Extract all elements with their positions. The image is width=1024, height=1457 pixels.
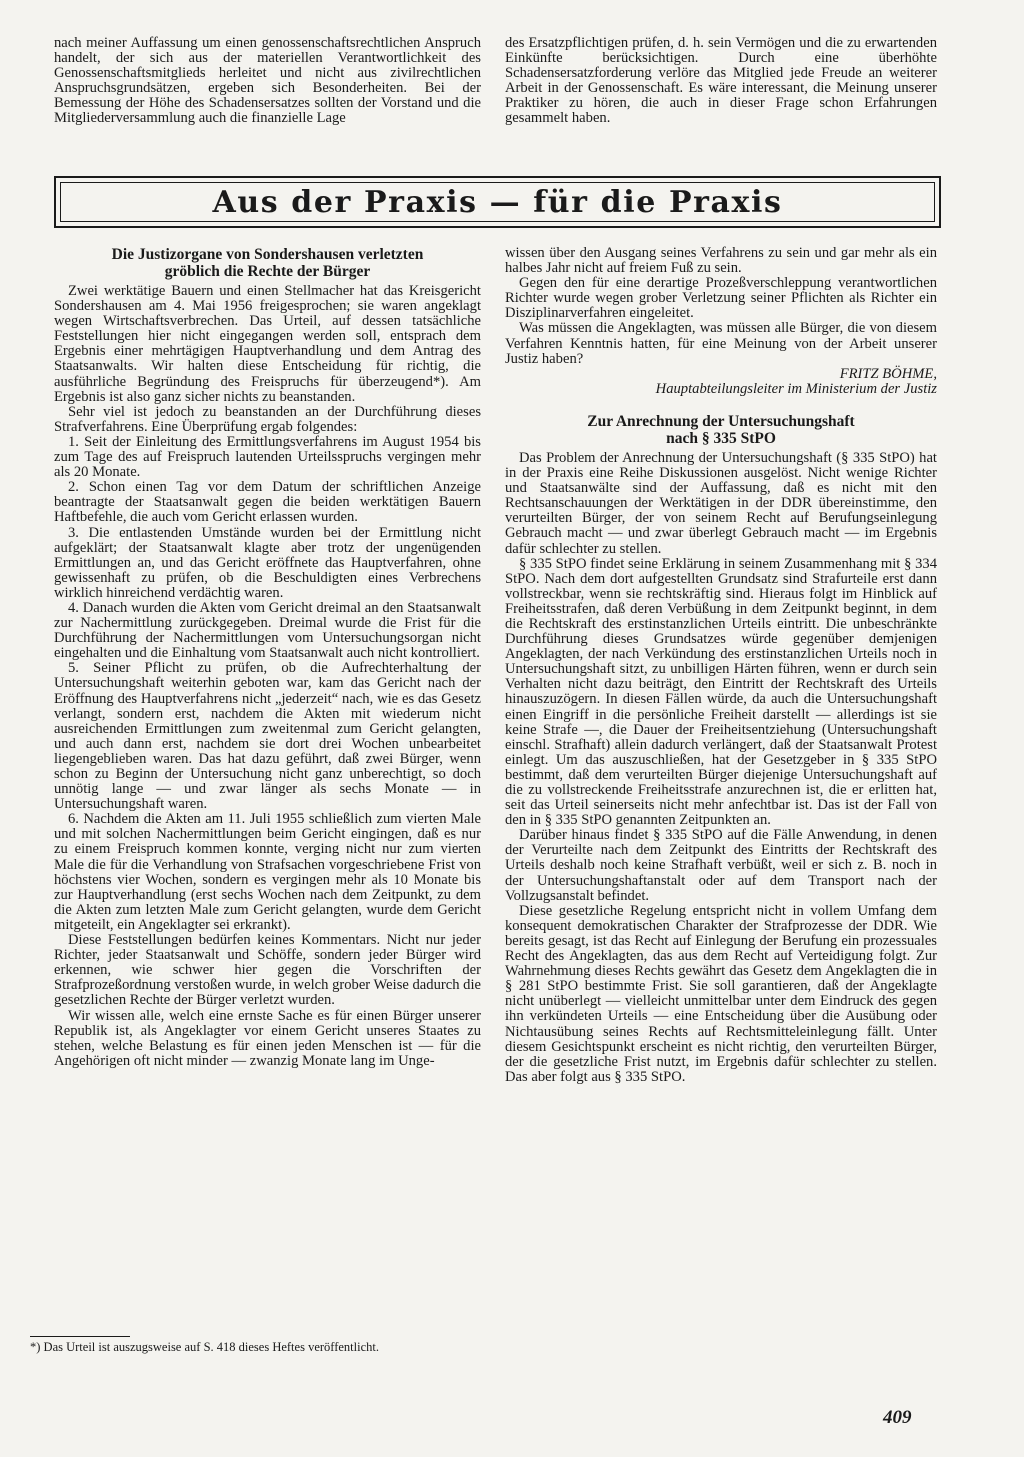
paragraph: nach meiner Auffassung um einen genossenschaftsrechtlichen Anspruch handelt, der sich aus der materiellen Verantwortlichkeit des Genossenschaftsmitglieds herleitet und nicht aus zivilrechtlichen Anspruchsgrundsätzen, ergeben sich Besonderheiten. Bei der Bemessung der Höhe des Schadensersatzes sollten der Vorstand und die Mitgliederversammlung auch die finanzielle Lage [54,35,481,127]
paragraph: Diese gesetzliche Regelung entspricht nicht in vollem Umfang dem konsequent demokratischen Charakter der Strafprozesse der DDR. Wie bereits gesagt, ist das Recht auf Einlegung der Berufung ein prozessuales Recht des Angeklagten, das aus dem Recht auf Verteidigung folgt. Zur Wahrnehmung dieses Rechts gewährt das Gesetz dem Angeklagten die in § 281 StPO bestimmte Frist. Sie soll garantieren, daß der Angeklagte nicht unüberlegt — vielleicht unmittelbar unter dem Eindruck des gegen ihn verkündeten Urteils — eine Entscheidung über die Ausübung oder Nichtausübung seines Rechts auf Rechtsmitteleinlegung fällt. Unter diesem Gesichtspunkt erscheint es nicht richtig, den verurteilten Bürger, der die gesetzliche Frist nutzt, im Ergebnis dafür schlechter zu stellen. Das aber folgt aus § 335 StPO. [505,902,937,1085]
paragraph: Das Problem der Anrechnung der Untersuchungshaft (§ 335 StPO) hat in der Praxis eine Reihe Diskussionen ausgelöst. Nicht wenige Richter und Staatsanwälte sind der Auffassung, daß es nicht mit den Rechtsanschauungen der Werktätigen in der DDR übereinstimme, den verurteilten Bürger, der von seinem Recht auf Berufungseinlegung Gebrauch macht — und zwar überlegt Gebrauch macht — im Ergebnis dafür schlechter zu stellen. [505,449,937,557]
right-column [505,246,937,1085]
section-title: Aus der Praxis — für die Praxis [212,184,783,220]
article1-left-column [54,246,481,1069]
article1-title-line2: gröblich die Rechte der Bürger [164,263,371,280]
article2-title-line1: Zur Anrechnung der Untersuchungshaft [587,412,855,430]
paragraph: 5. Seiner Pflicht zu prüfen, ob die Aufrechterhaltung der Untersuchungshaft weiterhin geboten war, kam das Gericht nach der Eröffnung des Hauptverfahrens nicht „jederzeit“ nach, wie es das Gesetz verlangt, sondern erst, nachdem die Akten mit wiederum nicht ausreichenden Ermittlungen zum zweitenmal zum Gericht gelangten, und auch dann erst, nachdem sie dort drei Wochen unbearbeitet liegengeblieben waren. Das hat dazu geführt, daß zwei Bürger, wenn schon zu Beginn der Untersuchung nicht ganz unberechtigt, so doch unnötig lange — und zwar länger als sechs Monate — in Untersuchungshaft waren. [54,660,481,813]
paragraph: 6. Nachdem die Akten am 11. Juli 1955 schließlich zum vierten Male und mit solchen Nachermittlungen beim Gericht eingingen, daß es nur zu einem Freispruch kommen konnte, verging nicht nur zum vierten Male die für die Verhandlung von Strafsachen vorgeschriebene Frist von höchstens vier Wochen, sondern es vergingen mehr als 10 Monate bis zur Hauptverhandlung (erst sechs Wochen nach dem Zeitpunkt, zu dem die Akten zum letzten Male zum Gericht gelangten, wurde dem Gericht mitgeteilt, ein Angeklagter sei erkrankt). [54,811,481,933]
paragraph: wissen über den Ausgang seines Verfahrens zu sein und gar mehr als ein halbes Jahr nicht auf freiem Fuß zu sein. [505,245,937,277]
paragraph: 4. Danach wurden die Akten vom Gericht dreimal an den Staatsanwalt zur Nachermittlung zurückgegeben. Dreimal wurde die Frist für die Durchführung der Nachermittlungen vom Untersuchungsorgan nicht eingehalten und die Einhaltung vom Staatsanwalt auch nicht kontrolliert. [54,599,481,662]
paragraph: § 335 StPO findet seine Erklärung in seinem Zusammenhang mit § 334 StPO. Nach dem dort aufgestellten Grundsatz sind Strafurteile erst dann vollstreckbar, wenn sie rechtskräftig sind. Hieraus folgt im Hinblick auf Freiheitsstrafen, daß deren Verbüßung in dem Zeitpunkt beginnt, in dem die Rechtskraft des erstinstanzlichen Urteils eintritt. Die unbeschränkte Durchführung dieses Grundsatzes würde gegenüber demjenigen Angeklagten, der nach Verkündung des erstinstanzlichen Urteils noch in Untersuchungshaft sitzt, zu unbilligen Härten führen, wenn er durch sein Verhalten nicht dazu beiträgt, den Eintritt der Rechtskraft des Urteils hinauszuzögern. In diesen Fällen würde, da auch die Untersuchungshaft einen Eingriff in die persönliche Freiheit darstellt — allerdings ist sie keine Strafe —, die Dauer der Freiheitsentziehung (Untersuchungshaft einschl. Strafhaft) allein dadurch verlängert, daß der Staatsanwalt Protest einlegt. Um das auszuschließen, hat der Gesetzgeber in § 335 StPO bestimmt, daß dem verurteilten Bürger diejenige Untersuchungshaft auf die zu vollstreckende Freiheitsstrafe anzurechnen ist, die er erlitten hat, seit das Urteil seinerseits nicht mehr anfechtbar ist. Das ist der Fall von den in § 335 StPO genannten Zeitpunkten an. [505,555,937,829]
paragraph: Gegen den für eine derartige Prozeßverschleppung verantwortlichen Richter wurde wegen grober Verletzung seiner Pflichten als Richter ein Disziplinarverfahren eingeleitet. [505,275,937,322]
paragraph: Wir wissen alle, welch eine ernste Sache es für einen Bürger unserer Republik ist, als Angeklagter vor einem Gericht unseres Staates zu stehen, welche Belastung es für einen jeden Menschen ist — für die Angehörigen oft nicht minder — zwanzig Monate lang im Unge- [54,1007,481,1069]
article2-title [505,413,937,447]
paragraph: Was müssen die Angeklagten, was müssen alle Bürger, die von diesem Verfahren Kenntnis hatten, für eine Meinung von der Arbeit unserer Justiz haben? [505,320,937,367]
paragraph: des Ersatzpflichtigen prüfen, d. h. sein Vermögen und die zu erwartenden Einkünfte berücksichtigen. Durch eine überhöhte Schadensersatzforderung verlöre das Mitglied jede Freude an weiterer Arbeit in der Genossenschaft. Es wäre interessant, die Meinung unserer Praktiker zu hören, die auch in dieser Frage schon Erfahrungen gesammelt haben. [505,35,937,127]
section-banner [54,176,941,228]
paragraph: Diese Feststellungen bedürfen keines Kommentars. Nicht nur jeder Richter, jeder Staatsanwalt und Schöffe, sondern jeder Bürger wird erkennen, wie schwer hier gegen die Vorschriften der Strafprozeßordnung verstoßen wurde, in welch grober Weise dadurch die gesetzlichen Rechte der Bürger verletzt wurden. [54,932,481,1009]
page-number: 409 [883,1407,912,1428]
top-left-continuation [54,36,481,127]
top-right-continuation [505,36,937,127]
paragraph: 1. Seit der Einleitung des Ermittlungsverfahrens im August 1954 bis zum Tage des auf Freispruch lautenden Urteilsspruchs vergingen mehr als 20 Monate. [54,433,481,481]
footnote-divider [30,1336,130,1337]
author-name: FRITZ BÖHME, [839,365,937,382]
paragraph: 2. Schon einen Tag vor dem Datum der schriftlichen Anzeige beantragte der Staatsanwalt gegen die beiden werktätigen Bauern Haftbefehle, die auch vom Gericht erlassen wurden. [54,479,481,526]
paragraph: 3. Die entlastenden Umstände wurden bei der Ermittlung nicht aufgeklärt; der Staatsanwalt klagte aber trotz der ungenügenden Ermittlungen an, und das Gericht eröffnete das Hauptverfahren, ohne gewissenhaft zu prüfen, ob die Beschuldigten eines Verbrechens wirklich hinreichend verdächtig waren. [54,524,481,601]
footnote: *) Das Urteil ist auszugsweise auf S. 418 dieses Heftes veröffentlicht. [30,1340,379,1354]
article1-title [54,246,481,280]
article2-title-line2: nach § 335 StPO [666,429,776,447]
author-role: Hauptabteilungsleiter im Ministerium der Justiz [655,380,937,397]
paragraph: Darüber hinaus findet § 335 StPO auf die Fälle Anwendung, in denen der Verurteilte nach dem Zeitpunkt des Eintritts der Rechtskraft des Urteils deshalb noch keine Strafhaft verbüßt, weil er sich z. B. noch in der Untersuchungshaftanstalt oder auf dem Transport nach der Vollzugsanstalt befindet. [505,827,937,904]
article1-title-line1: Die Justizorgane von Sondershausen verletzten [111,246,424,263]
paragraph: Sehr viel ist jedoch zu beanstanden an der Durchführung dieses Strafverfahrens. Eine Überprüfung ergab folgendes: [54,403,481,435]
paragraph: Zwei werktätige Bauern und einen Stellmacher hat das Kreisgericht Sondershausen am 4. Mai 1956 freigesprochen; sie waren angeklagt wegen Wirtschaftsverbrechen. Das Urteil, auf dessen tatsächliche Feststellungen hier nicht eingegangen werden soll, entsprach dem Ergebnis einer mehrtägigen Hauptverhandlung und dem Antrag des Staatsanwalts. Wir halten diese Entscheidung für richtig, die ausführliche Begründung des Freispruchs für überzeugend*). Am Ergebnis ist also ganz sicher nichts zu beanstanden. [54,283,481,405]
